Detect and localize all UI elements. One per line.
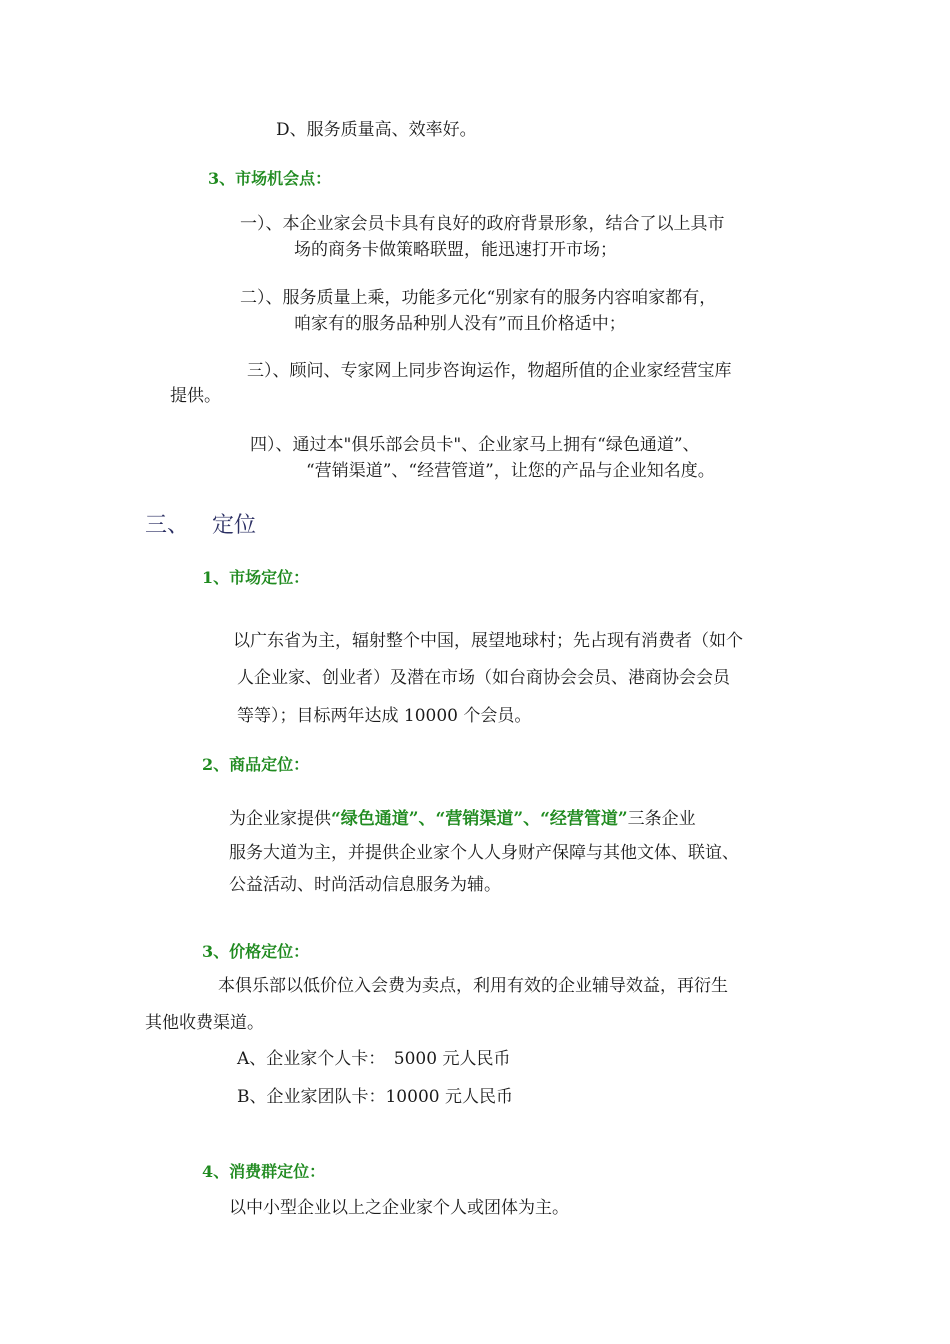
consumer-positioning-heading: 4、消费群定位： — [202, 1162, 326, 1181]
opportunity-item-1-line1: 一）、本企业家会员卡具有良好的政府背景形象，结合了以上具市 — [240, 214, 725, 234]
price-positioning-line-1: 本俱乐部以低价位入会费为卖点，利用有效的企业辅导效益，再衍生 — [218, 976, 728, 996]
opportunity-item-3-line2: 提供。 — [170, 386, 221, 406]
product-positioning-heading: 2、商品定位： — [202, 755, 310, 774]
opportunity-item-4-line1: 四）、通过本"俱乐部会员卡"、企业家马上拥有“绿色通道”、 — [250, 435, 700, 455]
market-positioning-line-3: 等等）；目标两年达成 10000 个会员。 — [237, 706, 532, 726]
price-positioning-line-2: 其他收费渠道。 — [145, 1013, 264, 1033]
market-positioning-heading: 1、市场定位： — [202, 568, 310, 587]
market-opportunity-heading: 3、市场机会点： — [208, 169, 332, 188]
section-title: 定位 — [212, 513, 257, 538]
opportunity-item-2-line1: 二）、服务质量上乘，功能多元化“别家有的服务内容咱家都有， — [240, 288, 717, 308]
market-positioning-line-1: 以广东省为主，辐射整个中国，展望地球村；先占现有消费者（如个 — [233, 631, 743, 651]
opportunity-item-2-line2: 咱家有的服务品种别人没有”而且价格适中； — [294, 314, 626, 334]
product-positioning-line-1 — [229, 807, 696, 831]
opportunity-item-1-line2: 场的商务卡做策略联盟，能迅速打开市场； — [294, 240, 617, 260]
opportunity-item-4-line2: “营销渠道”、“经营管道”，让您的产品与企业知名度。 — [306, 461, 715, 481]
price-positioning-heading: 3、价格定位： — [202, 942, 310, 961]
market-positioning-line-2: 人企业家、创业者）及潜在市场（如台商协会会员、港商协会会员 — [237, 668, 730, 688]
product-channels-highlight: “绿色通道”、“营销渠道”、“经营管道” — [331, 809, 628, 829]
top-item: D、服务质量高、效率好。 — [276, 120, 477, 140]
product-line1-suffix: 三条企业 — [627, 809, 696, 829]
product-line1-prefix: 为企业家提供 — [229, 809, 331, 829]
price-item-b: B、企业家团队卡：10000 元人民币 — [237, 1087, 513, 1107]
product-positioning-line-2: 服务大道为主，并提供企业家个人人身财产保障与其他文体、联谊、 — [229, 843, 739, 863]
consumer-positioning-line-1: 以中小型企业以上之企业家个人或团体为主。 — [229, 1198, 569, 1218]
section-number: 三、 — [145, 513, 190, 538]
product-positioning-line-3: 公益活动、时尚活动信息服务为辅。 — [229, 875, 501, 895]
price-item-a: A、企业家个人卡： 5000 元人民币 — [237, 1049, 511, 1069]
opportunity-item-3-line1: 三）、顾问、专家网上同步咨询运作，物超所值的企业家经营宝库 — [247, 361, 732, 381]
